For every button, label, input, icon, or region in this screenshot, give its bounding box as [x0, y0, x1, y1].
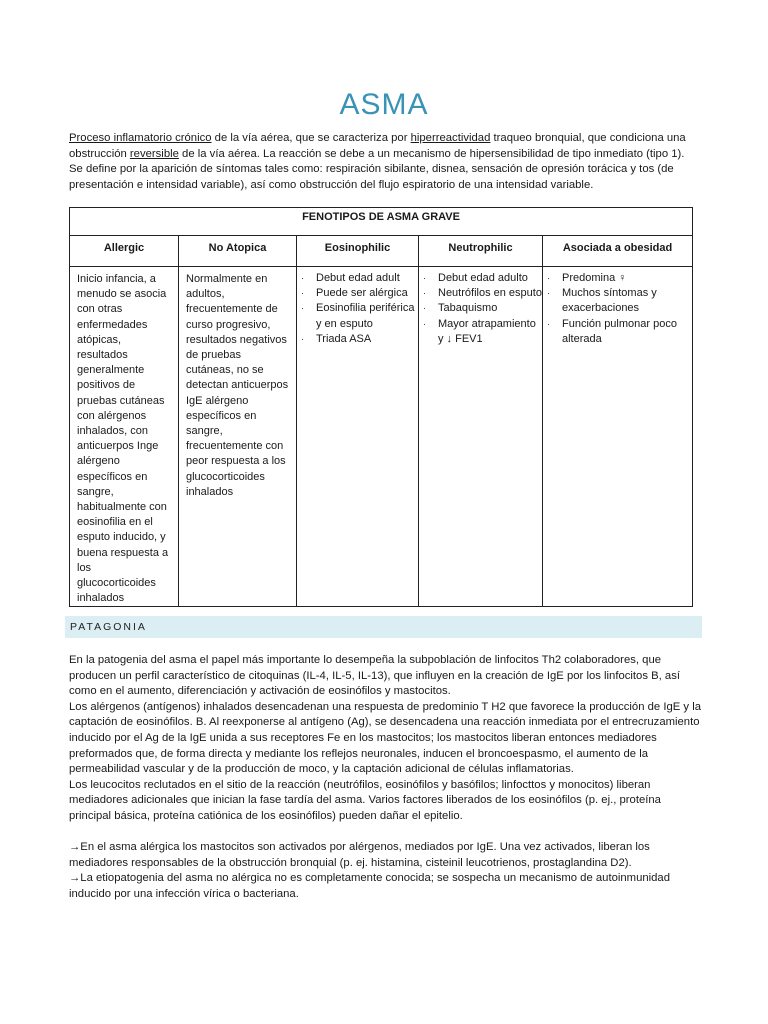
table-caption: FENOTIPOS DE ASMA GRAVE: [70, 208, 693, 236]
paragraph: Los alérgenos (antígenos) inhalados desencadenan una respuesta de predominio T H2 que favorece la producción de IgE y la captación de eosinófilos. B. Al reexponerse al antígeno (Ag), se desencadena una reacción inmediata por el entrecruzamiento inducido por el Ag de la IgE unida a sus receptores Fe en los mastocitos; los mastocitos liberan entonces mediadores preformados que, de forma directa y mediante los reflejos neuronales, inducen el broncoespasmo, el aumento de la permeabilidad vascular y de la producción de moco, y la captación adicional de células inflamatorias.: [69, 700, 702, 776]
intro-term-hiperreactividad: hiperreactividad: [410, 132, 491, 144]
list-item: · Muchos síntomas y exacerbaciones: [547, 287, 657, 315]
col-header-eosinophilic: Eosinophilic: [297, 236, 419, 267]
obesidad-list: [543, 267, 692, 347]
paragraph: →En el asma alérgica los mastocitos son activados por alérgenos, mediados por IgE. Una vez activados, liberan los mediadores responsables de la obstrucción bronquial (p. ej. histamina, cisteinil leucotrienos, prostaglandina D2).: [69, 841, 650, 869]
bullet-icon: ·: [423, 273, 426, 283]
page-title: ASMA: [339, 88, 429, 121]
intro-term-reversible: reversible: [129, 147, 179, 160]
bullet-icon: ·: [423, 288, 426, 299]
cell-eosinophilic: [297, 267, 419, 607]
col-header-allergic: Allergic: [70, 236, 179, 267]
cell-allergic-text: Inicio infancia, a menudo se asocia con otras enfermedades atópicas, resultados generalmente positivos de pruebas cutáneas con alérgenos inhalados, con anticuerpos Inge alérgeno específicos en sangre, habitualmente con eosinofilia en el esputo inducido, y buena respuesta a los glucocorticoides inhalados: [77, 273, 169, 605]
cell-obesidad: [543, 267, 693, 607]
list-item: · Eosinofilia periférica y en esputo: [301, 302, 415, 330]
col-header-neutrophilic: Neutrophilic: [419, 236, 543, 267]
bullet-icon: ·: [423, 303, 426, 314]
paragraph-gap: [69, 825, 701, 841]
intro-paragraph: Proceso inflamatorio crónico de la vía aérea, que se caracteriza por hiperreactividad traqueo bronquial, que condiciona una obstrucción reversible de la vía aérea. La reacción se debe a un mecanismo de hipersensibilidad de tipo inmediato (tipo 1). Se define por la aparición de síntomas tales como: respiración sibilante, disnea, sensación de opresión torácica y tos (de presentación e intensidad variable), así como obstrucción del flujo espiratorio de una intensidad variable.: [69, 132, 686, 191]
cell-neutrophilic: [419, 267, 543, 607]
bullet-icon: ·: [301, 288, 304, 299]
list-item: · Neutrófilos en esputo: [419, 286, 542, 301]
list-item: · Puede ser alérgica: [297, 286, 418, 301]
bullet-icon: ·: [423, 318, 426, 329]
list-item: · Triada ASA: [297, 332, 418, 347]
bullet-icon: ·: [547, 273, 550, 283]
section-body: [69, 653, 701, 903]
cell-no-atopica-text: Normalmente en adultos, frecuentemente de curso progresivo, resultados negativos de pruebas cutáneas, no se detectan anticuerpos IgE alérgeno específicos en sangre, frecuentemente con peor respuesta a los glucocorticoides inhalados: [186, 273, 289, 498]
paragraph: En la patogenia del asma el papel más importante lo desempeña la subpoblación de linfocitos Th2 colaboradores, que producen un perfil característico de citoquinas (IL-4, IL-5, IL-13), que influyen en la creación de IgE por los linfocitos B, así como en el aumento, diferenciación y activación de eosinófilos y mastocitos.: [69, 654, 680, 698]
list-item: · Función pulmonar poco alterada: [547, 317, 677, 345]
paragraph: Los leucocitos reclutados en el sitio de la reacción (neutrófilos, eosinófilos y basófilos; linfocttos y monocitos) liberan mediadores adicionales que inician la fase tardía del asma. Varios factores liberados de los eosinófilos (p. ej., proteína principal básica, proteína catiónica de los eosinófilos) pueden dañar el epitelio.: [69, 778, 661, 822]
phenotype-table: [69, 207, 693, 607]
paragraph: →La etiopatogenia del asma no alérgica no es completamente conocida; se sospecha un mecanismo de autoinmunidad inducido por una infección vírica o bacteriana.: [69, 872, 670, 900]
bullet-icon: ·: [301, 333, 304, 344]
list-item: · Debut edad adult: [297, 271, 418, 286]
list-item: · Tabaquismo: [419, 301, 542, 316]
list-item: · Predomina ♀: [543, 271, 692, 286]
list-item: · Mayor atrapamiento y ↓ FEV1: [423, 317, 536, 345]
cell-allergic: [70, 267, 179, 607]
intro-term-inflamatorio: Proceso inflamatorio crónico: [69, 132, 212, 144]
bullet-icon: ·: [547, 318, 550, 329]
eosinophilic-list: [297, 267, 418, 347]
list-item: · Debut edad adulto: [419, 271, 542, 286]
section-heading: PATAGONIA: [70, 621, 147, 633]
section-heading-bar: [65, 616, 702, 638]
cell-no-atopica: [179, 267, 297, 607]
neutrophilic-list: [419, 267, 542, 347]
bullet-icon: ·: [301, 273, 304, 283]
col-header-obesidad: Asociada a obesidad: [543, 236, 693, 267]
bullet-icon: ·: [301, 303, 304, 314]
col-header-no-atopica: No Atopica: [179, 236, 297, 267]
bullet-icon: ·: [547, 288, 550, 299]
